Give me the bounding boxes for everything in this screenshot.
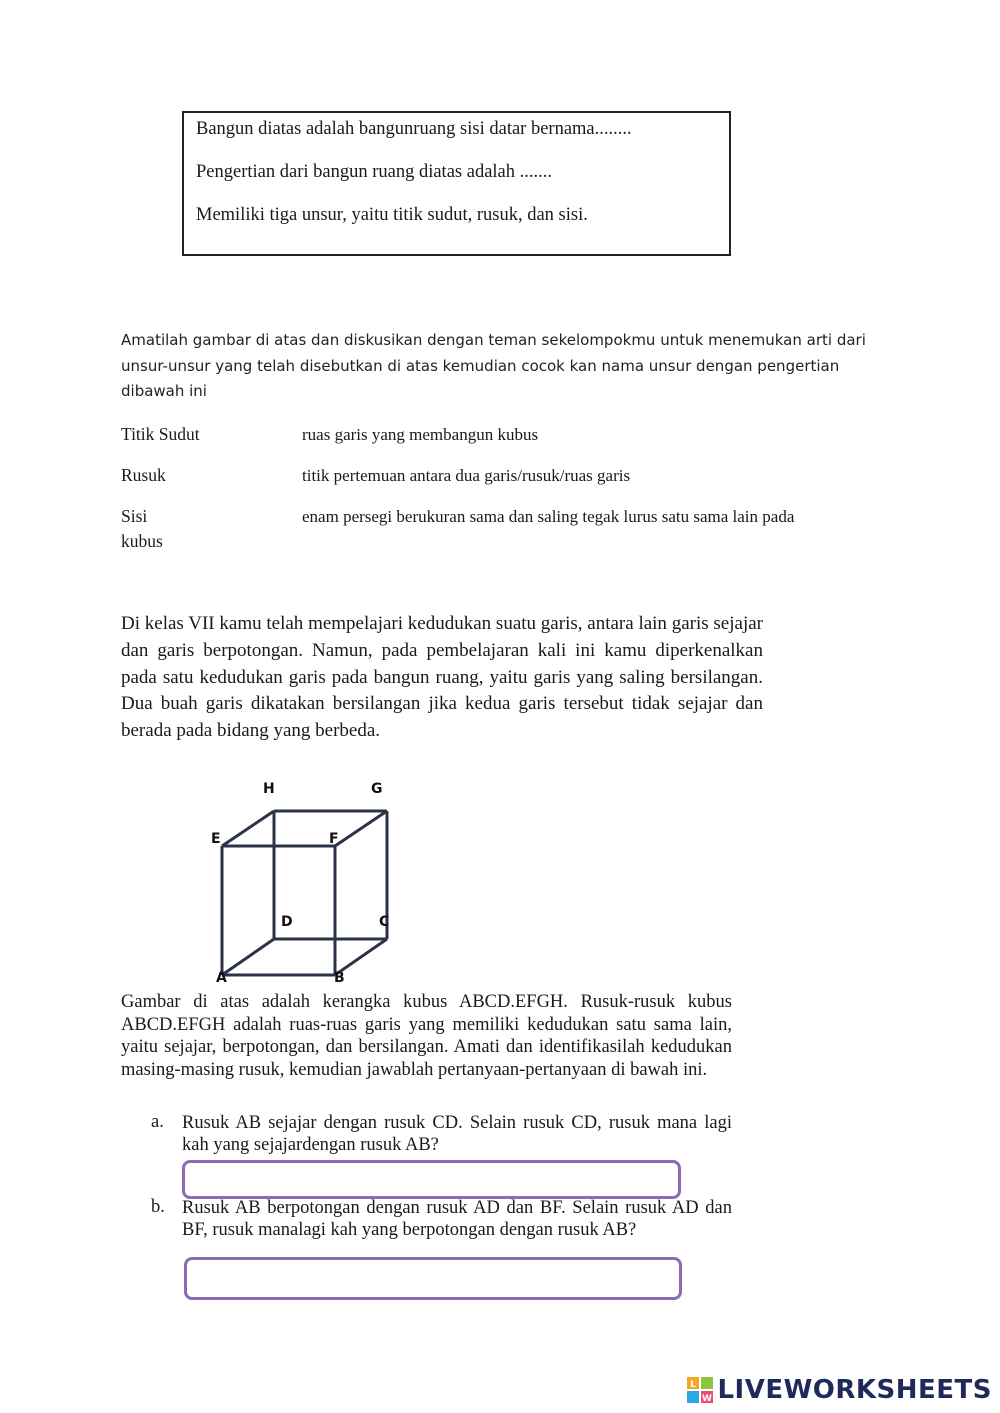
liveworksheets-logo <box>687 1375 992 1405</box>
vertex-label-a: A <box>216 970 227 986</box>
instruction-line-2: unsur-unsur yang telah disebutkan di atas kemudian cocok kan nama unsur dengan pengertian <box>121 357 840 375</box>
edge-ad <box>222 939 274 975</box>
answer-input-b[interactable] <box>184 1257 682 1300</box>
vertex-label-c: C <box>379 914 390 930</box>
edge-fg <box>335 811 387 846</box>
definition-3: enam persegi berukuran sama dan saling tegak lurus satu sama lain pada <box>302 507 795 526</box>
paragraph-intro-crossing-lines: Di kelas VII kamu telah mempelajari kedudukan suatu garis, antara lain garis sejajar dan garis berpotongan. Namun, pada pembelajaran kali ini kamu diperkenalkan pada satu kedudukan garis pada bangun ruang, yaitu garis yang saling bersilangan. Dua buah garis dikatakan bersilangan jika kedua garis tersebut tidak sejajar dan berada pada bidang yang berbeda. <box>121 613 763 742</box>
cube-figure <box>200 770 410 990</box>
question-b-letter: b. <box>151 1197 165 1217</box>
instruction-line-1: Amatilah gambar di atas dan diskusikan dengan teman sekelompokmu untuk menemukan arti dari <box>121 331 866 349</box>
vertex-label-f: F <box>329 831 339 847</box>
term-sisi: Sisi <box>121 506 148 526</box>
vertex-label-b: B <box>334 970 345 986</box>
paragraph-cube-description: Gambar di atas adalah kerangka kubus ABCD.EFGH. Rusuk-rusuk kubus ABCD.EFGH adalah ruas-ruas garis yang memiliki kedudukan satu sama lain, yaitu sejajar, berpotongan, dan bersilangan. Amati dan identifikasilah kedudukan masing-masing rusuk, kemudian jawablah pertanyaan-pertanyaan di bawah ini. <box>121 992 732 1080</box>
question-b-text: Rusuk AB berpotongan dengan rusuk AD dan BF. Selain rusuk AD dan BF, rusuk manalagi kah yang berpotongan dengan rusuk AB? <box>182 1198 732 1240</box>
intro-line-name: Bangun diatas adalah bangunruang sisi datar bernama........ <box>196 119 632 139</box>
vertex-label-g: G <box>371 781 383 797</box>
intro-line-definition: Pengertian dari bangun ruang diatas adalah ....... <box>196 162 553 182</box>
vertex-label-d: D <box>281 914 293 930</box>
definition-1: ruas garis yang membangun kubus <box>302 425 539 444</box>
answer-input-a[interactable] <box>182 1160 681 1199</box>
liveworksheets-logo-icon <box>687 1377 713 1403</box>
question-a-text: Rusuk AB sejajar dengan rusuk CD. Selain rusuk CD, rusuk mana lagi kah yang sejajardengan rusuk AB? <box>182 1113 732 1155</box>
definition-2: titik pertemuan antara dua garis/rusuk/ruas garis <box>302 466 631 485</box>
intro-line-elements: Memiliki tiga unsur, yaitu titik sudut, rusuk, dan sisi. <box>196 205 588 225</box>
term-titik-sudut: Titik Sudut <box>121 424 200 444</box>
question-a-letter: a. <box>151 1112 164 1132</box>
edge-eh <box>222 811 274 846</box>
vertex-label-e: E <box>211 831 221 847</box>
svg-text:W: W <box>702 1394 713 1403</box>
liveworksheets-logo-text: LIVEWORKSHEETS <box>717 1375 992 1405</box>
instruction-line-3: dibawah ini <box>121 382 207 400</box>
term-rusuk: Rusuk <box>121 465 166 485</box>
svg-text:L: L <box>690 1380 697 1390</box>
definition-3-continuation: kubus <box>121 531 163 551</box>
vertex-label-h: H <box>263 781 275 797</box>
